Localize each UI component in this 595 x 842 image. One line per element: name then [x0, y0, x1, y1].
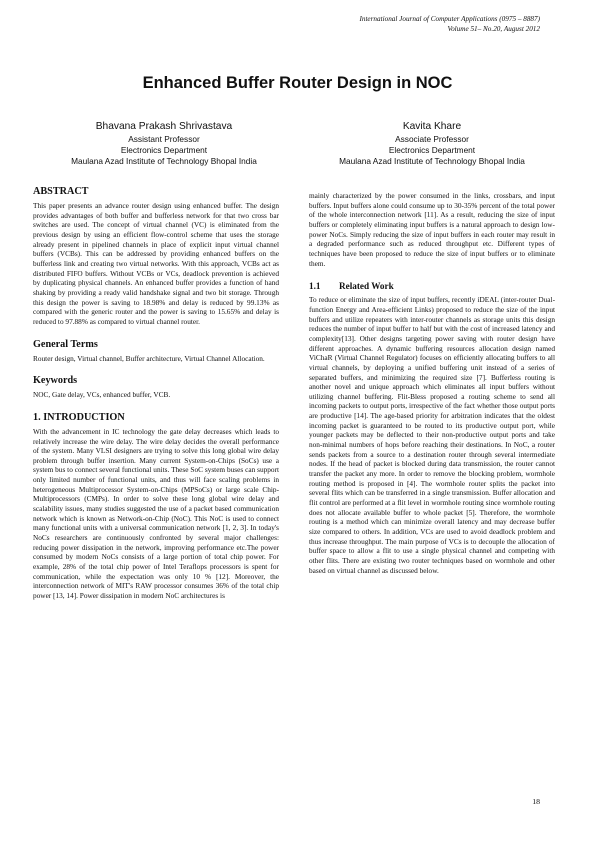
author-position: Associate Professor: [395, 134, 469, 144]
abstract-heading: ABSTRACT: [33, 186, 89, 197]
author-block-2: [312, 120, 552, 167]
author-department: Electronics Department: [120, 145, 208, 155]
general-terms-text: Router design, Virtual channel, Buffer architecture, Virtual Channel Allocation.: [33, 353, 265, 363]
abstract-text: This paper presents an advance router design using enhanced buffer. The design provides advantages of both buffer and bufferless network for that two cross bar switches are used. The concept of virtual channel (VC) is eliminated from the previous design by using an efficient flow-control scheme that uses the storage already present in pipelined channels in place of explicit input virtual channel buffers (VCBs). This can be addressed by providing enhanced buffers on the bufferless link and creating two virtual networks. With this approach, VCBs act as distributed FIFO buffers. Without VCBs or VCs, deadlock prevention is achieved by duplicating physical channels. An enhanced buffer provides a function of hand shaking by providing a ready valid handshake signal and two bit storage. Through this design the power is saving to 18.98% and delay is reduced by 99.13% as compared with the generic router and the power is saving to 15.65% and delay is reduced to 97.88% as compared to virtual channel router.: [33, 201, 279, 326]
general-terms-heading: General Terms: [33, 338, 98, 350]
keywords-text: NOC, Gate delay, VCs, enhanced buffer, VCB.: [33, 390, 171, 400]
author-name: Bhavana Prakash Shrivastava: [95, 121, 233, 132]
introduction-text: With the advancement in IC technology the gate delay decreases which leads to relatively increase the wire delay. The wire delay decides the overall performance of the system. Many VLSI designers are trying to solve this long global wire delay problem through buffer insertion. Many current System-on-Chips (SoCs) use a system bus to connect several functional units. These SoC system buses can support only limited number of functional units, and thus will face scaling problems in heterogeneous Multiprocessor System-on-Chips (MPSoCs) or large scale Chip-Multiprocessors (CMPs). In order to solve these long global wire delay and scalability issues, many studies suggested the use of a packet based communication network which is known as Network-on-Chip (NoC). This NoC is used to connect many functional units with a universal communication network [1, 2, 3]. In today's NoCs researchers are continuously confronted by several major challenges: reducing power dissipation in the network, improving performance etc.The power consumed by modern NoCs consists of a large portion of total chip power. For example, 28% of the total chip power of Intel Teraflops processors is spent for communication, while the expectation was only 10 % [12]. Moreover, the interconnection network of MIT's RAW processor consumes 36% of the total chip power [13, 14]. Power dissipation in modern NoC architectures is: [33, 426, 279, 600]
related-work-heading: [309, 280, 555, 292]
author-institute: Maulana Azad Institute of Technology Bhopal India: [339, 156, 525, 166]
right-column: [309, 191, 555, 575]
section-number: 1.1: [309, 281, 321, 292]
left-column: [33, 186, 279, 601]
paper-title: Enhanced Buffer Router Design in NOC: [142, 74, 453, 92]
section-title: Related Work: [339, 281, 394, 292]
author-institute: Maulana Azad Institute of Technology Bhopal India: [71, 156, 257, 166]
related-work-text: To reduce or eliminate the size of input buffers, recently iDEAL (inter-router Dual-function Energy and Area-efficient Links) proposed to reduce the size of the input buffers and utilize repeaters with inter-router channels as storage units this design reduces the number of input buffer to half but with the cost of increased latency and complexity[13]. Other designs targeting power saving with router design have different approaches. A dynamic buffering resources allocation design named ViChaR (Virtual Channel Regulator) focuses on efficiently allocating buffers to all virtual channels, by deploying a unified buffering unit instead of a series of separated buffers, and minimizing the required size [7]. Bufferless routing is another novel and unique approach which eliminates all input buffers without utilizing channel buffering. Flit-Bless proposed a routing scheme to send all incoming packets to output ports, irrespective of the fact whether those output ports are productive [14]. The age-based priority for arbitration indicates that the oldest incoming packet is guaranteed to be routed to its productive output port, while younger packets may be deflected to their non-productive output ports and take non-minimal numbers of hops before reaching their destinations. In NoC, a router sends packets from a source to a destination router through several intermediate nodes. If the head of packet is blocked during data transmission, the router cannot transfer the packet any more. In order to remove the blocking problem, wormhole routing method is proposed in [4]. The wormhole router splits the packet into several flits which can be transferred in a single transmission. Buffer allocation and flit control are performed at a flit level in wormhole routing since wormhole routing does not allocate available buffer to whole packet [5]. Therefore, the wormhole routing is a method which can minimize overall latency and may decrease buffer size compared to others. In addition, VCs are used to avoid deadlock problem and thus increase throughput. The main purpose of VCs is to decouple the allocation of buffer space to allow a flit to use a single physical channel and competing with other flits. There are existing two router techniques based on wormhole and other based on virtual channel as discussed below.: [309, 295, 555, 575]
journal-name: International Journal of Computer Applications (0975 – 8887): [359, 15, 540, 23]
author-block-1: [44, 120, 284, 167]
journal-volume: Volume 51– No.20, August 2012: [447, 25, 540, 33]
author-department: Electronics Department: [388, 145, 476, 155]
keywords-heading: Keywords: [33, 375, 78, 387]
author-name: Kavita Khare: [402, 121, 462, 132]
journal-header: [359, 14, 540, 34]
page-number: 18: [532, 797, 540, 806]
introduction-continuation: mainly characterized by the power consumed in the links, crossbars, and input buffers. Input buffers alone could consume up to 30-35% percent of the total power of the whole interconnection network [11]. As a result, reducing the size of input buffers or completely eliminating input buffers is a natural approach to design low-power NoCs. Simply reducing the size of input buffers in each router may result in a degraded performance such as reduced throughput etc. Different types of techniques have been proposed to reduce the size of input buffers or to eliminate them.: [309, 191, 555, 268]
introduction-heading: 1. INTRODUCTION: [33, 411, 125, 423]
author-position: Assistant Professor: [128, 134, 200, 144]
